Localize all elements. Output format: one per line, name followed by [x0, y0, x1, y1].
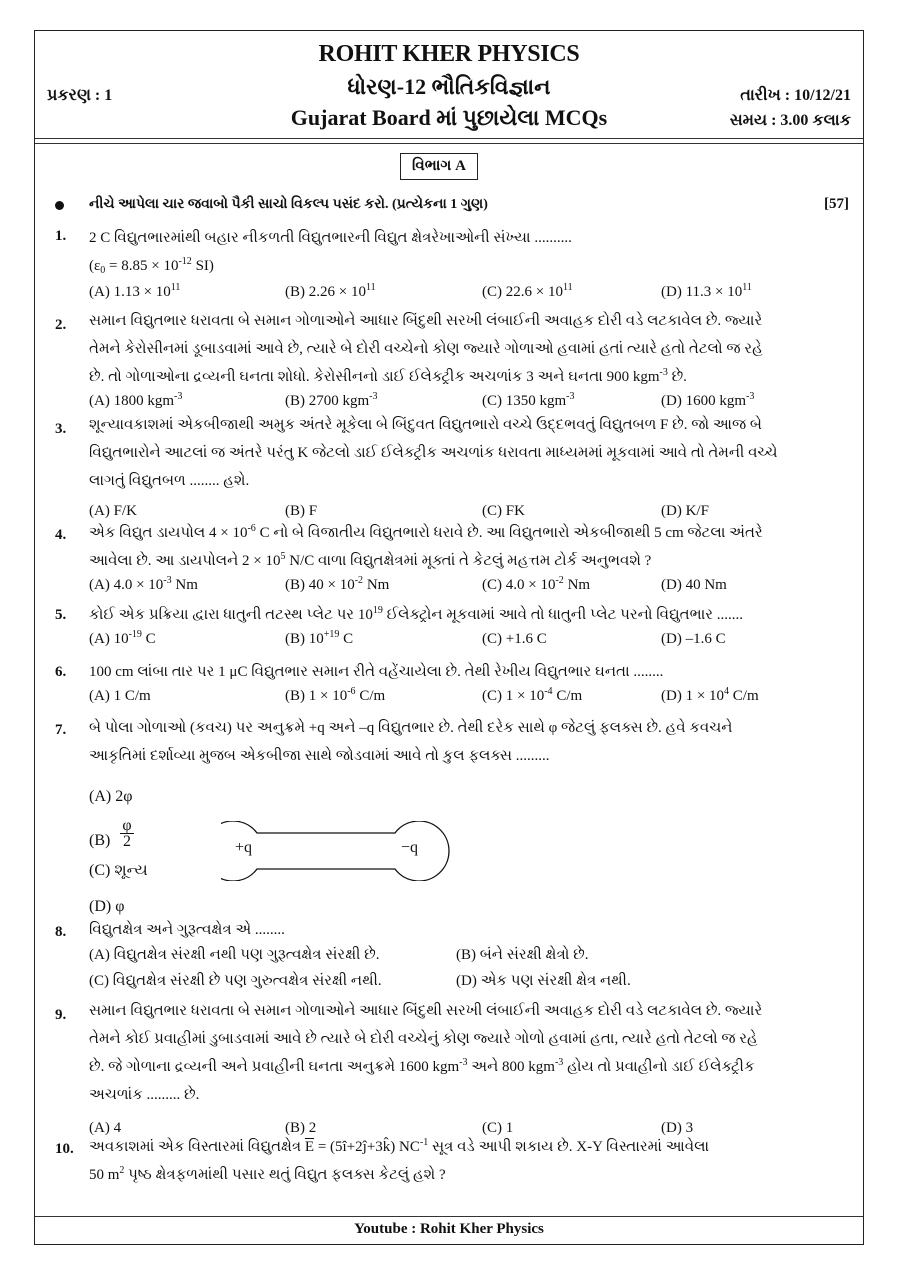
option-b[interactable]: (B) 2700 kgm$^{-3}$	[285, 391, 378, 409]
option-d[interactable]: (D) 1600 kgm$^{-3}$	[661, 391, 755, 409]
option-b[interactable]: (B) $\frac{\varphi}{2}$	[89, 817, 132, 850]
question-text	[89, 519, 847, 575]
question-line: સમાન વિદ્યુતભાર ધરાવતા બે સમાન ગોળાઓને આધાર બિંદુથી સરખી લંબાઈની અવાહક દોરી વડે લટકાવેલ છે. જ્યારે	[89, 313, 763, 329]
header-divider-top	[35, 138, 863, 139]
question-line: 2 C વિદ્યુતભારમાંથી બહાર નીકળતી વિદ્યુતભારની વિદ્યુત ક્ષેત્રરેખાઓની સંખ્યા ..........	[89, 230, 572, 246]
option-a[interactable]: (A) 4	[89, 1120, 122, 1136]
question-text	[89, 601, 847, 629]
question-text	[89, 411, 847, 495]
question-number: 9.	[55, 1007, 67, 1023]
question-text	[89, 916, 847, 944]
question-text	[89, 714, 847, 770]
question-text	[89, 307, 847, 391]
section-label: વિભાગ A	[400, 153, 478, 180]
option-c[interactable]: (C) 1350 kgm$^{-3}$	[482, 391, 575, 409]
instruction-text: નીચે આપેલા ચાર જવાબો પૈકી સાચો વિકલ્પ પસંદ કરો. (પ્રત્યેકના 1 ગુણ)	[89, 197, 488, 212]
footer-text: Youtube : Rohit Kher Physics	[354, 1221, 544, 1237]
chapter-label: પ્રકરણ : 1	[47, 87, 113, 104]
question-number: 8.	[55, 924, 67, 940]
question-line: 50 $m^2$ પૃષ્ઠ ક્ષેત્રફળમાંથી પસાર થતું વિદ્યુત ફલક્સ કેટલું હશે ?	[89, 1165, 446, 1183]
question-number: 1.	[55, 228, 67, 244]
question-number: 2.	[55, 317, 67, 333]
question-text	[89, 997, 847, 1109]
note-sup: -12	[178, 256, 192, 267]
question-line: છે. તો ગોળાઓના દ્રવ્યની ઘનતા શોધો. કેરોસીનનો ડાઈ ઈલેક્ટ્રીક અચળાંક 3 અને ઘનતા 900 kgm$^{-3}$ છે.	[89, 367, 687, 385]
question-line: અચળાંક ......... છે.	[89, 1087, 200, 1103]
option-d[interactable]: (D) K/F	[661, 503, 709, 519]
option-d[interactable]: (D) $1 \times 10^4$ C/m	[661, 686, 759, 704]
header-subtitle-standard: ધોરણ-12 ભૌતિકવિજ્ઞાન	[347, 74, 551, 99]
question-line: વિદ્યુતક્ષેત્ર અને ગુરૂત્વક્ષેત્ર એ ........	[89, 922, 285, 938]
option-c[interactable]: (C) $1 \times 10^{-4}$ C/m	[482, 686, 583, 704]
option-a[interactable]: (A) $4.0 \times 10^{-3}$ Nm	[89, 575, 198, 593]
question-line: તેમને કેરોસીનમાં ડૂબાડવામાં આવે છે, ત્યારે બે દોરી વચ્ચેનો કોણ જ્યારે ગોળાઓ હવામાં હતાં ત્યારે હતો તેટલો જ રહે	[89, 341, 763, 357]
question-line: સમાન વિદ્યુતભાર ધરાવતા બે સમાન ગોળાઓને આધાર બિંદુથી સરખી લંબાઈની અવાહક દોરી વડે લટકાવેલ છે. જ્યારે	[89, 1003, 763, 1019]
option-b[interactable]: (B) $40 \times 10^{-2}$ Nm	[285, 575, 390, 593]
option-d[interactable]: (D) –1.6 C	[661, 631, 726, 647]
options	[89, 688, 847, 712]
question-line: લાગતું વિદ્યુતબળ ........ હશે.	[89, 473, 250, 489]
option-d[interactable]: (D) $11.3 \times 10^{11}$	[661, 282, 752, 300]
note-part: = 8.85 × 10	[105, 258, 179, 274]
date-label: તારીખ : 10/12/21	[740, 87, 851, 104]
total-marks: [57]	[824, 196, 849, 212]
footer-divider	[35, 1216, 863, 1217]
note-part: (ε	[89, 258, 101, 274]
question-number: 3.	[55, 421, 67, 437]
fraction: $\frac{\varphi}{2}$	[122, 817, 132, 850]
question-line: વિદ્યુતભારોને આટલાં જ અંતરે પરંતુ K જેટલો ડાઈ ઈલેક્ટ્રીક અચળાંક ધરાવતા માધ્યમમાં મૂકવામાં આવે તો તેમની વચ્ચે	[89, 445, 778, 461]
positive-charge-label: +q	[235, 839, 253, 856]
option-a[interactable]: (A) વિદ્યુતક્ષેત્ર સંરક્ષી નથી પણ ગુરૂત્વક્ષેત્ર સંરક્ષી છે.	[89, 947, 380, 963]
option-c[interactable]: (C) વિદ્યુતક્ષેત્ર સંરક્ષી છે પણ ગુરુત્વક્ષેત્ર સંરક્ષી નથી.	[89, 973, 382, 989]
option-b[interactable]: (B) F	[285, 503, 318, 519]
option-b[interactable]: (B) $1 \times 10^{-6}$ C/m	[285, 686, 386, 704]
option-a[interactable]: (A) 1800 kgm$^{-3}$	[89, 391, 183, 409]
question-line: શૂન્યાવકાશમાં એકબીજાથી અમુક અંતરે મૂકેલા બે બિંદુવત વિદ્યુતભારો વચ્ચે ઉદ્દભવતું વિદ્યુતબળ F છે. જો આજ બે	[89, 417, 762, 433]
question-number: 6.	[55, 664, 67, 680]
header-subtitle-board: Gujarat Board માં પુછાયેલા MCQs	[290, 105, 608, 130]
question-line: અવકાશમાં એક વિસ્તારમાં વિદ્યુતક્ષેત્ર $\overline{E}$ = (5î+2ĵ+3k̂) $NC^{-1}$ સૂત્ર વડે આપી શકાય છે. X-Y વિસ્તારમાં આવેલા	[89, 1137, 710, 1155]
option-a[interactable]: (A) $1.13 \times 10^{11}$	[89, 282, 181, 300]
vector-e: $\overline{E}$	[304, 1139, 315, 1155]
option-b[interactable]: (B) $2.26 \times 10^{11}$	[285, 282, 376, 300]
question-text	[89, 658, 847, 686]
option-c[interactable]: (C) 1	[482, 1120, 514, 1136]
note-part: SI)	[191, 258, 214, 274]
option-d[interactable]: (D) એક પણ સંરક્ષી ક્ષેત્ર નથી.	[456, 973, 631, 989]
option-c[interactable]: (C) $22.6 \times 10^{11}$	[482, 282, 573, 300]
question-line: 100 cm લાંબા તાર પર 1 μC વિદ્યુતભાર સમાન રીતે વહેંચાયેલા છે. તેથી રેખીય વિદ્યુતભાર ઘનતા ........	[89, 664, 664, 680]
question-text	[89, 224, 847, 280]
options	[89, 631, 847, 655]
option-a[interactable]: (A) F/K	[89, 503, 137, 519]
negative-charge-label: −q	[401, 839, 419, 856]
option-c[interactable]: (C) શૂન્ય	[89, 862, 148, 879]
options	[89, 946, 847, 970]
option-a[interactable]: (A) 2φ	[89, 788, 133, 805]
option-b[interactable]: (B) બંને સંરક્ષી ક્ષેત્રો છે.	[456, 947, 589, 963]
question-number: 10.	[55, 1141, 74, 1157]
bullet-icon	[55, 201, 64, 210]
question-text	[89, 1133, 847, 1189]
option-c[interactable]: (C) FK	[482, 503, 525, 519]
question-line: એક વિદ્યુત ડાયપોલ $4 \times 10^{-6}$ C નો બે વિજાતીય વિદ્યુતભારો ધરાવે છે. આ વિદ્યુતભારો એકબીજાથી 5 cm જેટલા અંતરે	[89, 523, 763, 541]
question-number: 7.	[55, 722, 67, 738]
question-line: બે પોલા ગોળાઓ (કવચ) પર અનુક્રમે +q અને –q વિદ્યુતભાર છે. તેથી દરેક સાથે φ જેટલું ફલક્સ છે. હવે કવચને	[89, 720, 733, 736]
option-b[interactable]: (B) 2	[285, 1120, 317, 1136]
option-c[interactable]: (C) $4.0 \times 10^{-2}$ Nm	[482, 575, 591, 593]
header-title: ROHIT KHER PHYSICS	[318, 41, 580, 67]
dumbbell-diagram	[221, 821, 456, 881]
options	[89, 284, 847, 308]
option-d[interactable]: (D) 40 Nm	[661, 577, 727, 593]
question-line: તેમને કોઈ પ્રવાહીમાં ડુબાડવામાં આવે છે ત્યારે બે દોરી વચ્ચેનું કોણ જ્યારે ગોળો હવામાં હતા, ત્યારે હતો તેટલો જ રહે	[89, 1031, 758, 1047]
connected-shells-figure	[221, 821, 456, 881]
options	[89, 577, 847, 601]
option-d[interactable]: (D) φ	[89, 898, 125, 915]
page-frame	[34, 30, 864, 1245]
question-line: આવેલા છે. આ ડાયપોલને $2 \times 10^5$ N/C વાળા વિદ્યુતક્ષેત્રમાં મૂક્તાં તે કેટલું મહત્તમ ટોર્ક અનુભવશે ?	[89, 551, 652, 569]
question-line: છે. જે ગોળાના દ્રવ્યની અને પ્રવાહીની ઘનતા અનુક્રમે 1600 kgm$^{-3}$ અને 800 kgm$^{-3}$ હોય તો પ્રવાહીનો ડાઈ ઈલેક્ટ્રીક	[89, 1057, 755, 1075]
time-label: સમય : 3.00 કલાક	[729, 112, 851, 129]
instruction-row	[35, 195, 863, 217]
note-sub: 0	[100, 265, 106, 276]
header-divider-bottom	[35, 143, 863, 144]
option-a[interactable]: (A) $10^{-19}$ C	[89, 629, 156, 647]
question-number: 4.	[55, 527, 67, 543]
question-line: કોઈ એક પ્રક્રિયા દ્વારા ધાતુની તટસ્થ પ્લેટ પર $10^{19}$ ઈલેક્ટ્રોન મૂકવામાં આવે તો ધાતુની પ્લેટ પરનો વિદ્યુતભાર .......	[89, 605, 744, 623]
option-a[interactable]: (A) 1 C/m	[89, 688, 151, 704]
question-line: આકૃતિમાં દર્શાવ્યા મુજબ એકબીજા સાથે જોડવામાં આવે તો કુલ ફલક્સ .........	[89, 748, 550, 764]
header	[35, 31, 863, 139]
option-d[interactable]: (D) 3	[661, 1120, 694, 1136]
question-note	[89, 252, 847, 280]
option-b[interactable]: (B) $10^{+19}$ C	[285, 629, 354, 647]
option-c[interactable]: (C) +1.6 C	[482, 631, 547, 647]
options	[89, 972, 847, 996]
question-number: 5.	[55, 607, 67, 623]
